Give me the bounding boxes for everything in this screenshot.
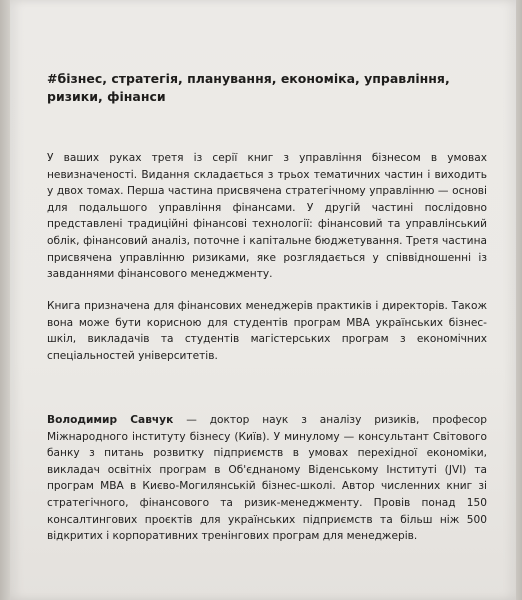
author-name: Володимир Савчук [47,414,174,426]
description-paragraph: У ваших руках третя із серії книг з управління бізнесом в умовах невизначеності. Видання складається з трьох тематичних частин і виходить у двох томах. Перша частина присвячена стратегічному управлінню — основі для подальшого управління фінансами. У другій частині послідовно представлені традиційні фінансові технології: фінансовий та управлінський облік, фінансовий аналіз, поточне і капітальне бюджетування. Третя частина присвячена управлінню ризиками, яке розглядається у співвідношенні із завданнями фінансового менеджменту. [47,152,487,281]
author-bio-text: — доктор наук з аналізу ризиків, професор Міжнародного інституту бізнесу (Київ). У минулому — консультант Світового банку з питань розвитку підприємств в умовах перехідної економіки, викладач освітніх програм в Об'єднаному Віденському Інституті (JVI) та програм МВА в Києво-Могилянській бізнес-школі. Автор численних книг зі стратегічного, фінансового та ризик-менеджменту. Провів понад 150 консалтингових проєктів для українських підприємств та більш ніж 500 відкритих і корпоративних тренінгових програм для менеджерів. [47,414,488,543]
hashtag-line: #бізнес, стратегія, планування, економіка, управління, ризики, фінанси [47,71,450,104]
author-bio-paragraph [47,412,487,545]
audience-paragraph: Книга призначена для фінансових менеджерів практиків і директорів. Також вона може бути корисною для студентів програм МВА українських бізнес-шкіл, викладачів та студентів магістерських програм з економічних спеціальностей університетів. [47,300,487,362]
book-back-cover [10,0,516,600]
